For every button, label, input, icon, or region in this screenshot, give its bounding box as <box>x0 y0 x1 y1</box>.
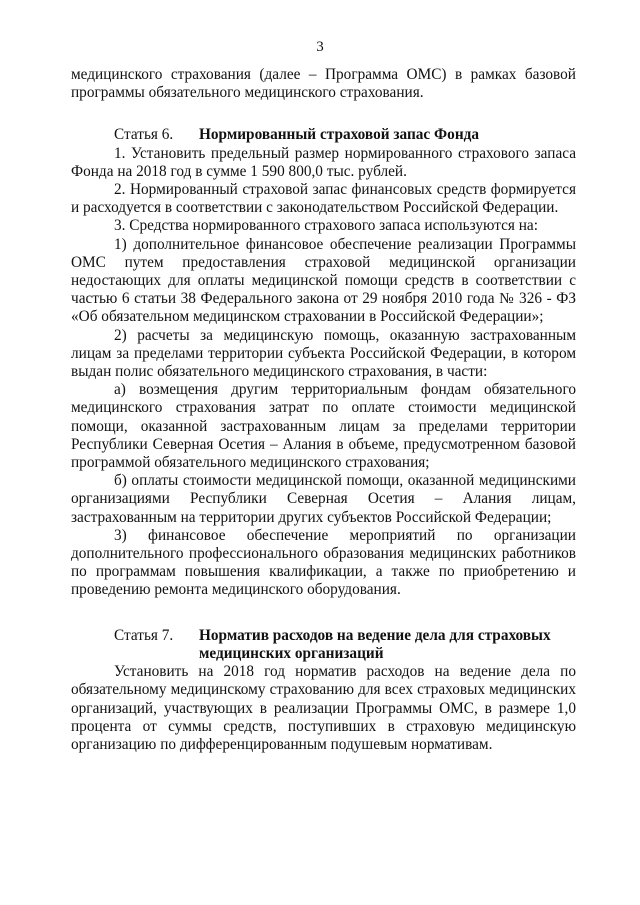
article-6-item-1: 1) дополнительное финансовое обеспечение реализации Программы ОМС путем предоставления страховой медицинской организации недостающих для оплаты медицинской помощи средств в соответствии с частью 6 статьи 38 Федерального закона от 29 ноября 2010 года № 326 - ФЗ «Об обязательном медицинском страховании в Российской Федерации»; <box>71 235 576 326</box>
article-7-heading <box>71 627 576 663</box>
article-7-label: Статья 7. <box>114 626 174 644</box>
article-6-item-2a: а) возмещения другим территориальным фондам обязательного медицинского страхования затрат по оплате стоимости медицинской помощи, оказанной застрахованным лицам за пределами территории Республики Северная Осетия – Алания в объеме, предусмотренном базовой программой обязательного медицинского страхования; <box>71 381 576 472</box>
article-6-item-2: 2) расчеты за медицинскую помощь, оказанную застрахованным лицам за пределами территории субъекта Российской Федерации, в котором выдан полис обязательного медицинского страхования, в части: <box>71 326 576 381</box>
document-body <box>71 66 576 754</box>
article-6-paragraph-3: 3. Средства нормированного страхового запаса используются на: <box>114 217 538 235</box>
article-6-item-3: 3) финансовое обеспечение мероприятий по организации дополнительного профессионального образования медицинских работников по программам повышения квалификации, а также по приобретению и проведению ремонта медицинского оборудования. <box>71 526 576 599</box>
article-6-paragraph-2: 2. Нормированный страховой запас финансовых средств формируется и расходуется в соответствии с законодательством Российской Федерации. <box>71 181 576 217</box>
article-6-heading <box>71 126 576 144</box>
article-7-paragraph-1: Установить на 2018 год норматив расходов на ведение дела по обязательному медицинскому страхованию для всех страховых медицинских организаций, участвующих в реализации Программы ОМС, в размере 1,0 процента от суммы средств, поступивших в страховую медицинскую организацию по дифференцированным подушевым нормативам. <box>71 663 576 753</box>
article-7-title: Норматив расходов на ведение дела для страховых медицинских организаций <box>199 626 551 662</box>
article-6-item-2b: б) оплаты стоимости медицинской помощи, оказанной медицинскими организациями Республики Северная Осетия – Алания лицам, застрахованным на территории других субъектов Российской Федерации; <box>71 472 576 526</box>
article-6-label: Статья 6. <box>114 126 174 144</box>
page-number: 3 <box>316 39 324 55</box>
article-6-title: Нормированный страховой запас Фонда <box>199 126 480 144</box>
article-6-paragraph-1: 1. Установить предельный размер нормированного страхового запаса Фонда на 2018 год в сумме 1 590 800,0 тыс. рублей. <box>71 144 576 180</box>
intro-paragraph: медицинского страхования (далее – Программа ОМС) в рамках базовой программы обязательного медицинского страхования. <box>71 66 576 102</box>
